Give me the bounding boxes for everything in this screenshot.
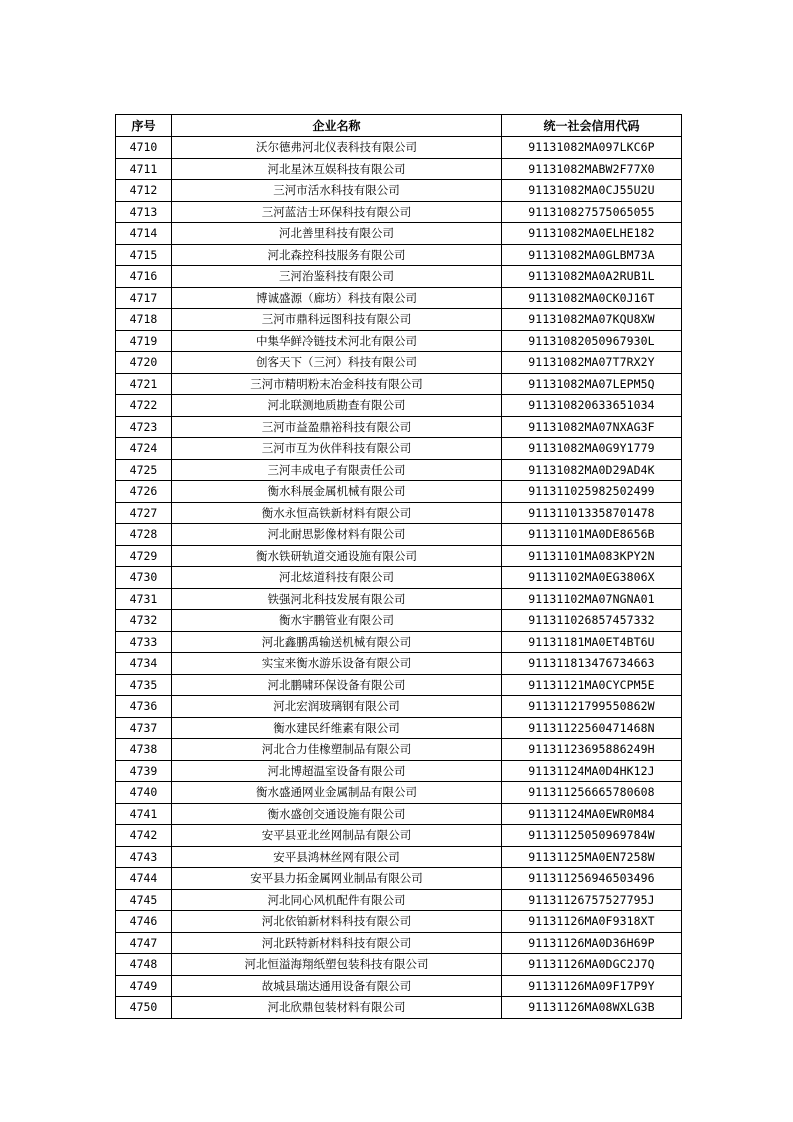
serial-cell: 4716: [116, 266, 172, 288]
serial-cell: 4717: [116, 287, 172, 309]
serial-cell: 4712: [116, 180, 172, 202]
credit-code-cell: 91131123695886249H: [502, 739, 682, 761]
table-row: [116, 373, 682, 395]
serial-cell: 4718: [116, 309, 172, 331]
table-row: [116, 395, 682, 417]
table-row: [116, 287, 682, 309]
serial-cell: 4738: [116, 739, 172, 761]
credit-code-cell: 91131125050969784W: [502, 825, 682, 847]
credit-code-cell: 91131126MA08WXLG3B: [502, 997, 682, 1019]
table-row: [116, 502, 682, 524]
serial-cell: 4725: [116, 459, 172, 481]
credit-code-cell: 91131102MA07NGNA01: [502, 588, 682, 610]
credit-code-cell: 911311256665780608: [502, 782, 682, 804]
serial-cell: 4746: [116, 911, 172, 933]
table-row: [116, 932, 682, 954]
table-row: [116, 158, 682, 180]
credit-code-cell: 91131082MA0ELHE182: [502, 223, 682, 245]
company-name-cell: 沃尔德弗河北仪表科技有限公司: [172, 137, 502, 159]
table-row: [116, 631, 682, 653]
header-serial: 序号: [116, 115, 172, 137]
table-row: [116, 266, 682, 288]
header-row: [116, 115, 682, 137]
serial-cell: 4719: [116, 330, 172, 352]
serial-cell: 4739: [116, 760, 172, 782]
credit-code-cell: 91131124MA0EWR0M84: [502, 803, 682, 825]
serial-cell: 4748: [116, 954, 172, 976]
credit-code-cell: 91131082MABW2F77X0: [502, 158, 682, 180]
credit-code-cell: 91131126MA09F17P9Y: [502, 975, 682, 997]
enterprise-table: [115, 114, 682, 1019]
credit-code-cell: 911311256946503496: [502, 868, 682, 890]
company-name-cell: 安平县鸿林丝网有限公司: [172, 846, 502, 868]
table-row: [116, 825, 682, 847]
company-name-cell: 河北鑫鹏禹输送机械有限公司: [172, 631, 502, 653]
credit-code-cell: 911311013358701478: [502, 502, 682, 524]
company-name-cell: 河北耐思影像材料有限公司: [172, 524, 502, 546]
table-row: [116, 696, 682, 718]
credit-code-cell: 91131126MA0F9318XT: [502, 911, 682, 933]
company-name-cell: 河北欣鼎包装材料有限公司: [172, 997, 502, 1019]
credit-code-cell: 91131082MA0CJ55U2U: [502, 180, 682, 202]
table-row: [116, 760, 682, 782]
serial-cell: 4750: [116, 997, 172, 1019]
company-name-cell: 河北同心风机配件有限公司: [172, 889, 502, 911]
table-row: [116, 309, 682, 331]
serial-cell: 4736: [116, 696, 172, 718]
credit-code-cell: 91131125MA0EN7258W: [502, 846, 682, 868]
table-row: [116, 911, 682, 933]
company-name-cell: 衡水盛通网业金属制品有限公司: [172, 782, 502, 804]
serial-cell: 4714: [116, 223, 172, 245]
table-row: [116, 137, 682, 159]
table-row: [116, 975, 682, 997]
table-row: [116, 180, 682, 202]
table-row: [116, 223, 682, 245]
company-name-cell: 河北宏润玻璃钢有限公司: [172, 696, 502, 718]
company-name-cell: 衡水永恒高铁新材料有限公司: [172, 502, 502, 524]
table-row: [116, 674, 682, 696]
company-name-cell: 三河治鉴科技有限公司: [172, 266, 502, 288]
credit-code-cell: 91131082050967930L: [502, 330, 682, 352]
credit-code-cell: 91131126MA0D36H69P: [502, 932, 682, 954]
serial-cell: 4741: [116, 803, 172, 825]
serial-cell: 4744: [116, 868, 172, 890]
credit-code-cell: 91131121MA0CYCPM5E: [502, 674, 682, 696]
table-row: [116, 997, 682, 1019]
serial-cell: 4720: [116, 352, 172, 374]
table-row: [116, 524, 682, 546]
serial-cell: 4733: [116, 631, 172, 653]
company-name-cell: 河北依铂新材料科技有限公司: [172, 911, 502, 933]
company-name-cell: 三河市鼎科远图科技有限公司: [172, 309, 502, 331]
table-row: [116, 201, 682, 223]
serial-cell: 4715: [116, 244, 172, 266]
table-row: [116, 868, 682, 890]
table-header: [116, 115, 682, 137]
credit-code-cell: 91131082MA0A2RUB1L: [502, 266, 682, 288]
serial-cell: 4728: [116, 524, 172, 546]
credit-code-cell: 91131082MA07NXAG3F: [502, 416, 682, 438]
table-row: [116, 352, 682, 374]
serial-cell: 4743: [116, 846, 172, 868]
table-row: [116, 416, 682, 438]
credit-code-cell: 91131126757527795J: [502, 889, 682, 911]
company-name-cell: 衡水盛创交通设施有限公司: [172, 803, 502, 825]
table-row: [116, 954, 682, 976]
serial-cell: 4745: [116, 889, 172, 911]
table-row: [116, 610, 682, 632]
serial-cell: 4735: [116, 674, 172, 696]
serial-cell: 4747: [116, 932, 172, 954]
company-name-cell: 铁强河北科技发展有限公司: [172, 588, 502, 610]
serial-cell: 4710: [116, 137, 172, 159]
company-name-cell: 衡水铁研轨道交通设施有限公司: [172, 545, 502, 567]
serial-cell: 4749: [116, 975, 172, 997]
table-row: [116, 653, 682, 675]
credit-code-cell: 91131124MA0D4HK12J: [502, 760, 682, 782]
serial-cell: 4722: [116, 395, 172, 417]
credit-code-cell: 911311025982502499: [502, 481, 682, 503]
company-name-cell: 河北跃特新材料科技有限公司: [172, 932, 502, 954]
table-row: [116, 459, 682, 481]
table-row: [116, 244, 682, 266]
credit-code-cell: 91131082MA0D29AD4K: [502, 459, 682, 481]
company-name-cell: 衡水建民纤维素有限公司: [172, 717, 502, 739]
company-name-cell: 创客天下（三河）科技有限公司: [172, 352, 502, 374]
table-row: [116, 567, 682, 589]
credit-code-cell: 91131122560471468N: [502, 717, 682, 739]
company-name-cell: 河北森控科技服务有限公司: [172, 244, 502, 266]
serial-cell: 4737: [116, 717, 172, 739]
company-name-cell: 河北善里科技有限公司: [172, 223, 502, 245]
company-name-cell: 衡水科展金属机械有限公司: [172, 481, 502, 503]
table-row: [116, 803, 682, 825]
serial-cell: 4730: [116, 567, 172, 589]
company-name-cell: 实宝来衡水游乐设备有限公司: [172, 653, 502, 675]
serial-cell: 4723: [116, 416, 172, 438]
header-credit-code: 统一社会信用代码: [502, 115, 682, 137]
company-name-cell: 河北鹏啸环保设备有限公司: [172, 674, 502, 696]
company-name-cell: 三河市益盈鼎裕科技有限公司: [172, 416, 502, 438]
credit-code-cell: 911310820633651034: [502, 395, 682, 417]
serial-cell: 4724: [116, 438, 172, 460]
credit-code-cell: 91131082MA07T7RX2Y: [502, 352, 682, 374]
company-name-cell: 安平县力拓金属网业制品有限公司: [172, 868, 502, 890]
serial-cell: 4721: [116, 373, 172, 395]
table-row: [116, 588, 682, 610]
serial-cell: 4742: [116, 825, 172, 847]
company-name-cell: 三河市互为伙伴科技有限公司: [172, 438, 502, 460]
company-name-cell: 三河丰成电子有限责任公司: [172, 459, 502, 481]
credit-code-cell: 91131082MA0G9Y1779: [502, 438, 682, 460]
credit-code-cell: 911311813476734663: [502, 653, 682, 675]
serial-cell: 4732: [116, 610, 172, 632]
credit-code-cell: 91131101MA083KPY2N: [502, 545, 682, 567]
table-row: [116, 846, 682, 868]
serial-cell: 4729: [116, 545, 172, 567]
serial-cell: 4713: [116, 201, 172, 223]
serial-cell: 4731: [116, 588, 172, 610]
serial-cell: 4726: [116, 481, 172, 503]
credit-code-cell: 91131121799550862W: [502, 696, 682, 718]
company-name-cell: 安平县亚北丝网制品有限公司: [172, 825, 502, 847]
table-row: [116, 739, 682, 761]
table-body: [116, 137, 682, 1019]
credit-code-cell: 91131082MA0GLBM73A: [502, 244, 682, 266]
company-name-cell: 河北星沐互娱科技有限公司: [172, 158, 502, 180]
table-row: [116, 545, 682, 567]
credit-code-cell: 91131126MA0DGC2J7Q: [502, 954, 682, 976]
credit-code-cell: 91131101MA0DE8656B: [502, 524, 682, 546]
table-row: [116, 782, 682, 804]
company-name-cell: 三河蓝洁士环保科技有限公司: [172, 201, 502, 223]
company-name-cell: 河北博超温室设备有限公司: [172, 760, 502, 782]
company-name-cell: 河北合力佳橡塑制品有限公司: [172, 739, 502, 761]
serial-cell: 4711: [116, 158, 172, 180]
company-name-cell: 衡水宇鹏管业有限公司: [172, 610, 502, 632]
table-row: [116, 481, 682, 503]
table-row: [116, 330, 682, 352]
credit-code-cell: 911310827575065055: [502, 201, 682, 223]
company-name-cell: 中集华鲜冷链技术河北有限公司: [172, 330, 502, 352]
serial-cell: 4734: [116, 653, 172, 675]
credit-code-cell: 911311026857457332: [502, 610, 682, 632]
serial-cell: 4740: [116, 782, 172, 804]
company-name-cell: 三河市精明粉末冶金科技有限公司: [172, 373, 502, 395]
credit-code-cell: 91131082MA0CK0J16T: [502, 287, 682, 309]
company-name-cell: 河北炫道科技有限公司: [172, 567, 502, 589]
company-name-cell: 河北恒溢海翔纸塑包装科技有限公司: [172, 954, 502, 976]
table-row: [116, 438, 682, 460]
table-row: [116, 889, 682, 911]
credit-code-cell: 91131102MA0EG3806X: [502, 567, 682, 589]
credit-code-cell: 91131082MA07KQU8XW: [502, 309, 682, 331]
credit-code-cell: 91131082MA07LEPM5Q: [502, 373, 682, 395]
company-name-cell: 博诚盛源（廊坊）科技有限公司: [172, 287, 502, 309]
company-name-cell: 故城县瑞达通用设备有限公司: [172, 975, 502, 997]
credit-code-cell: 91131181MA0ET4BT6U: [502, 631, 682, 653]
serial-cell: 4727: [116, 502, 172, 524]
credit-code-cell: 91131082MA097LKC6P: [502, 137, 682, 159]
company-name-cell: 河北联测地质勘查有限公司: [172, 395, 502, 417]
header-company-name: 企业名称: [172, 115, 502, 137]
table-row: [116, 717, 682, 739]
company-name-cell: 三河市活水科技有限公司: [172, 180, 502, 202]
